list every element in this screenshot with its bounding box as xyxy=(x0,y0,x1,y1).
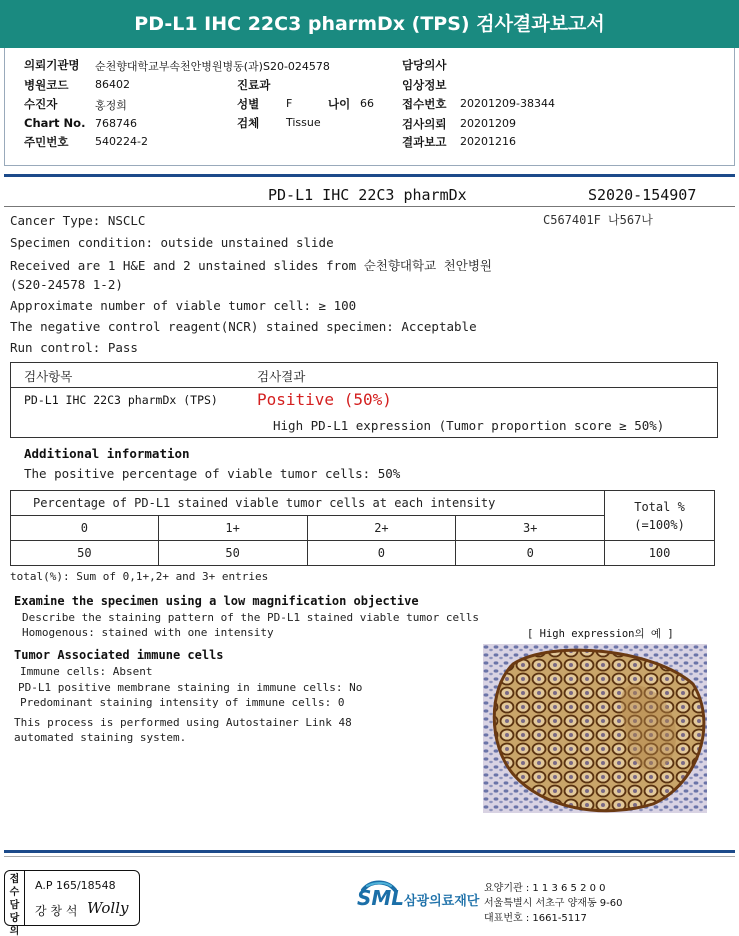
value-1plus: 50 xyxy=(158,541,307,566)
examine-line: Homogenous: stained with one intensity xyxy=(22,626,274,639)
examine-heading: Examine the specimen using a low magnification objective xyxy=(14,594,419,608)
id-label: 주민번호 xyxy=(24,135,69,149)
chart-value: 768746 xyxy=(95,117,137,130)
specimen-label: 검체 xyxy=(237,116,260,130)
examine-line: Describe the staining pattern of the PD-L1 stained viable tumor cells xyxy=(22,611,479,624)
report-line: (S20-24578 1-2) xyxy=(10,277,123,292)
result-note: High PD-L1 expression (Tumor proportion score ≥ 50%) xyxy=(273,418,665,433)
value-0: 50 xyxy=(11,541,159,566)
report-date-label: 결과보고 xyxy=(402,135,447,149)
address: 서울특별시 서초구 양재동 9-60 xyxy=(484,898,623,909)
report-title: PD-L1 IHC 22C3 pharmDx (TPS) 검사결과보고서 xyxy=(0,0,739,48)
pathologist-stamp xyxy=(4,870,140,936)
intensity-table xyxy=(10,490,715,566)
reception-label: 접수번호 xyxy=(402,97,447,111)
hospital-code-value: 86402 xyxy=(95,78,130,91)
stamp-label: 접 수 담 당 의 xyxy=(5,871,25,925)
top-rule xyxy=(4,174,735,177)
sex-label: 성별 xyxy=(237,97,260,111)
age-value: 66 xyxy=(360,97,374,110)
age-label: 나이 xyxy=(328,97,351,111)
ap-number: A.P 165/18548 xyxy=(35,879,116,892)
immune-heading: Tumor Associated immune cells xyxy=(14,648,224,662)
patient-label: 수진자 xyxy=(24,97,58,111)
test-name: PD-L1 IHC 22C3 pharmDx xyxy=(268,186,467,204)
high-expression-micrograph xyxy=(483,644,707,813)
sex-value: F xyxy=(286,97,293,110)
report-line: Specimen condition: outside unstained slide xyxy=(10,235,334,250)
hospital-code-label: 병원코드 xyxy=(24,78,69,92)
item-header: 검사항목 xyxy=(24,369,73,384)
report-rule xyxy=(4,206,735,207)
result-header: 검사결과 xyxy=(257,369,306,384)
figure-caption: [ High expression의 예 ] xyxy=(527,628,674,640)
pathologist-name: 강 창 석 xyxy=(35,904,78,918)
level-2plus: 2+ xyxy=(307,516,456,541)
immune-line: PD-L1 positive membrane staining in immune cells: No xyxy=(18,681,363,694)
institution-value: 순천향대학교부속천안병원병동(과)S20-024578 xyxy=(95,60,330,73)
total-header-line2: (=100%) xyxy=(634,517,685,532)
intensity-header: Percentage of PD-L1 stained viable tumor cells at each intensity xyxy=(11,491,605,516)
report-line: Approximate number of viable tumor cell: ≥ 100 xyxy=(10,298,357,313)
id-value: 540224-2 xyxy=(95,135,148,148)
report-line: Cancer Type: NSCLC xyxy=(10,213,146,228)
chart-label: Chart No. xyxy=(24,116,86,130)
level-3plus: 3+ xyxy=(456,516,605,541)
value-2plus: 0 xyxy=(307,541,456,566)
patient-value: 홍정희 xyxy=(95,99,127,112)
logo-text: SML xyxy=(357,886,405,910)
report-line: The negative control reagent(NCR) stained specimen: Acceptable xyxy=(10,319,477,334)
bottom-rule-thin xyxy=(4,856,735,857)
org-name: 삼광의료재단 xyxy=(404,894,480,909)
bottom-rule xyxy=(4,850,735,853)
doctor-label: 담당의사 xyxy=(402,58,447,72)
signature: Wolly xyxy=(87,899,129,917)
result-item: PD-L1 IHC 22C3 pharmDx (TPS) xyxy=(24,393,218,407)
value-3plus: 0 xyxy=(456,541,605,566)
institution-label: 의뢰기관명 xyxy=(24,58,80,72)
institution-code: 요양기관 : 1 1 3 6 5 2 0 0 xyxy=(484,883,606,894)
value-total: 100 xyxy=(605,541,715,566)
additional-text: The positive percentage of viable tumor cells: 50% xyxy=(24,466,401,481)
immune-line: Predominant staining intensity of immune cells: 0 xyxy=(20,696,345,709)
process-line: This process is performed using Autostainer Link 48 xyxy=(14,716,352,729)
level-1plus: 1+ xyxy=(158,516,307,541)
report-date-value: 20201216 xyxy=(460,135,516,148)
request-value: 20201209 xyxy=(460,117,516,130)
additional-heading: Additional information xyxy=(24,446,190,461)
report-line: Run control: Pass xyxy=(10,340,138,355)
accession-number: S2020-154907 xyxy=(588,186,697,204)
department-label: 진료과 xyxy=(237,78,271,92)
phone: 대표번호 : 1661-5117 xyxy=(484,913,587,924)
level-0: 0 xyxy=(11,516,159,541)
table-footnote: total(%): Sum of 0,1+,2+ and 3+ entries xyxy=(10,570,269,583)
process-line: automated staining system. xyxy=(14,731,187,744)
result-value: Positive (50%) xyxy=(257,390,392,409)
immune-line: Immune cells: Absent xyxy=(20,665,153,678)
clinical-label: 임상정보 xyxy=(402,78,447,92)
total-header-line1: Total % xyxy=(634,499,685,514)
total-header xyxy=(605,491,715,541)
request-label: 검사의뢰 xyxy=(402,117,447,131)
report-line: Received are 1 H&E and 2 unstained slides from 순천향대학교 천안병원 xyxy=(10,258,492,273)
reception-value: 20201209-38344 xyxy=(460,97,555,110)
slide-code: C567401F 나567나 xyxy=(543,213,653,227)
specimen-value: Tissue xyxy=(286,116,321,129)
